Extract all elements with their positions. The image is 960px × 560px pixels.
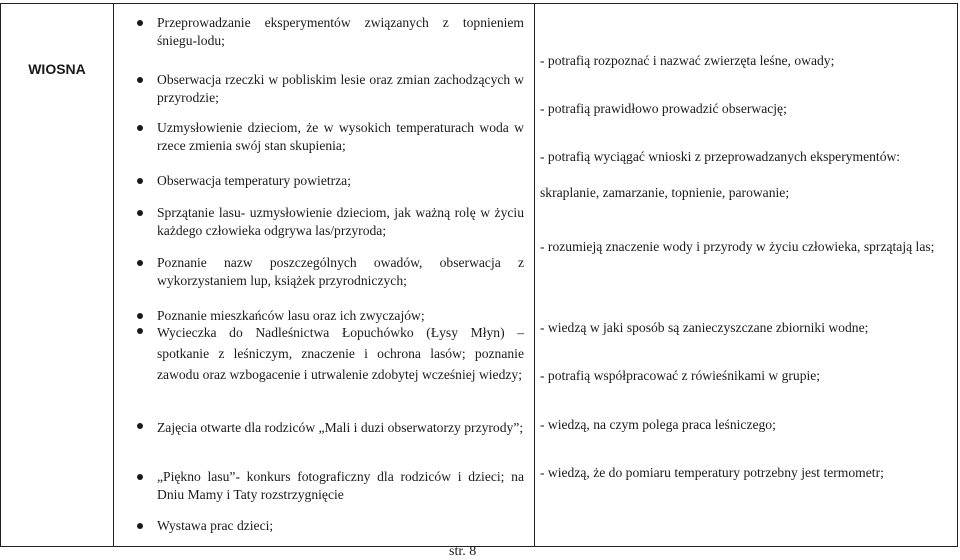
season-label: WIOSNA: [28, 61, 86, 77]
page-number: str. 8: [449, 544, 477, 559]
outcome-item: - wiedzą, że do pomiaru temperatury potrzebny jest termometr;: [540, 465, 884, 480]
season-cell: [1, 4, 114, 547]
activity-item: „Piękno lasu”- konkurs fotograficzny dla rodziców i dzieci; na Dniu Mamy i Taty rozstrzygnięcie: [114, 468, 524, 503]
activity-item: Zajęcia otwarte dla rodziców „Mali i duzi obserwatorzy przyrody”;: [114, 417, 524, 438]
outcome-item: - potrafią rozpoznać i nazwać zwierzęta leśne, owady;: [540, 53, 835, 68]
activities-cell: [114, 4, 535, 547]
activity-item: Obserwacja rzeczki w pobliskim lesie oraz zmian zachodzących w przyrodzie;: [114, 71, 524, 106]
activity-item: Obserwacja temperatury powietrza;: [114, 172, 524, 190]
outcomes-cell: [535, 4, 958, 547]
table-row: [1, 4, 958, 547]
activity-item: Przeprowadzanie eksperymentów związanych z topnieniem śniegu-lodu;: [114, 14, 524, 49]
activity-item: Sprzątanie lasu- uzmysłowienie dzieciom, jak ważną rolę w życiu każdego człowieka odgrywa las/przyroda;: [114, 204, 524, 239]
outcome-item: - potrafią współpracować z rówieśnikami w grupie;: [540, 368, 821, 383]
outcome-item: - wiedzą w jaki sposób są zanieczyszczane zbiorniki wodne;: [540, 320, 869, 335]
activity-item: Wystawa prac dzieci;: [114, 517, 524, 535]
activity-item: Wycieczka do Nadleśnictwa Łopuchówko (Łysy Młyn) – spotkanie z leśniczym, znaczenie i ochrona lasów; poznanie zawodu oraz wzbogacenie i utrwalenie zdobytej wcześniej wiedzy;: [114, 322, 524, 385]
outcome-item: - rozumieją znaczenie wody i przyrody w życiu człowieka, sprzątają las;: [540, 239, 935, 254]
outcome-item: skraplanie, zamarzanie, topnienie, parowanie;: [540, 185, 790, 200]
activity-item: Poznanie nazw poszczególnych owadów, obserwacja z wykorzystaniem lup, książek przyrodniczych;: [114, 254, 524, 289]
curriculum-table: [0, 3, 958, 547]
activity-item: Uzmysłowienie dzieciom, że w wysokich temperaturach woda w rzece zmienia swój stan skupienia;: [114, 119, 524, 154]
outcome-item: - potrafią wyciągać wnioski z przeprowadzanych eksperymentów:: [540, 149, 901, 164]
outcome-item: - potrafią prawidłowo prowadzić obserwację;: [540, 101, 787, 116]
outcome-item: - wiedzą, na czym polega praca leśniczego;: [540, 417, 776, 432]
activity-item: Poznanie mieszkańców lasu oraz ich zwyczajów;: [114, 307, 524, 325]
